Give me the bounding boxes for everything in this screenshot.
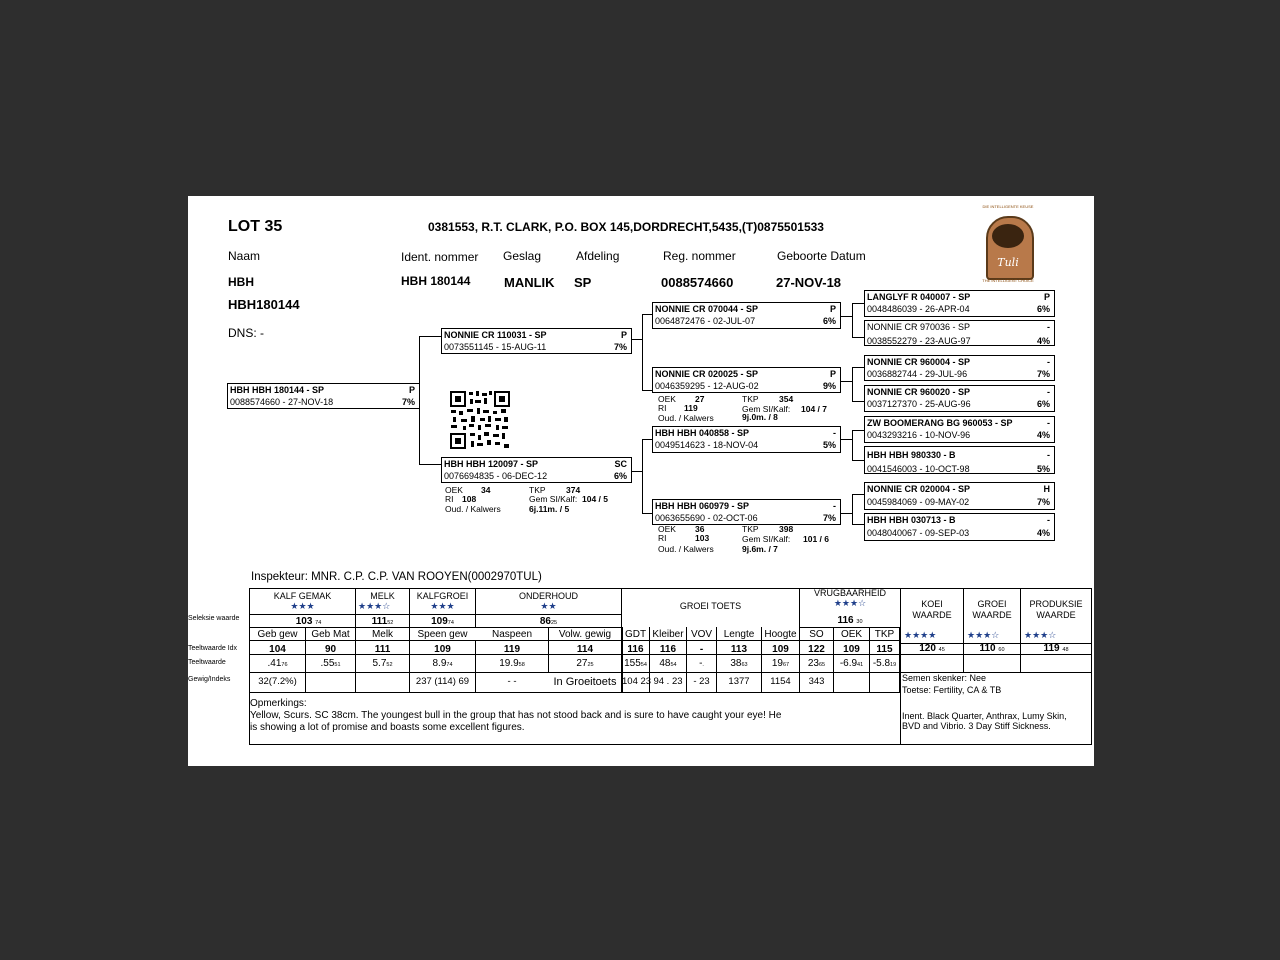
animal-reg: 0088574660	[661, 275, 734, 290]
group-kalfgroei: KALFGROEI ★★★	[416, 591, 469, 611]
row-label-idx: Teeltwaarde Idx	[188, 645, 238, 652]
koei-waarde-value: 120 45	[919, 643, 945, 654]
dd-tkp: 398	[779, 524, 794, 534]
pedigree-ggp-6: HBH HBH 980330 - B - 0041546003 - 10-OCT-98 5%	[864, 446, 1055, 474]
dd-gem-label: Gem SI/Kalf:	[742, 534, 791, 544]
pedigree-sire-dam: NONNIE CR 020025 - SP P 0046359295 - 12-AUG-02 9%	[652, 367, 841, 393]
group-onderhoud: ONDERHOUD ★★	[518, 591, 578, 611]
remarks-line-2: is showing a lot of promise and boasts some excellent figures.	[250, 722, 525, 733]
sd-gem-label: Gem SI/Kalf:	[742, 404, 791, 414]
trait-index: 116	[659, 644, 677, 655]
trait-breeding-value: -.	[699, 658, 704, 669]
dd-oud: 9j.6m. / 7	[742, 544, 778, 554]
trait-weight: 343	[808, 676, 825, 687]
dam-gem: 104 / 5	[582, 494, 608, 504]
trait-weight: In Groeitoets	[553, 676, 617, 688]
trait-breeding-value: 8.974	[432, 658, 453, 669]
trait-index: 109	[843, 644, 860, 655]
dd-oud-label: Oud. / Kalwers	[658, 544, 714, 554]
inspector: Inspekteur: MNR. C.P. C.P. VAN ROOYEN(0002970TUL)	[251, 571, 542, 583]
produksie-waarde-stars: ★★★☆	[1024, 630, 1057, 640]
trait-weight: 32(7.2%)	[258, 676, 297, 687]
animal-geslag: MANLIK	[504, 275, 555, 290]
trait-index: 114	[576, 644, 594, 655]
group-produksie-waarde: PRODUKSIE WAARDE	[1029, 599, 1083, 620]
trait-weight: 237 (114) 69	[415, 676, 470, 687]
tests: Toetse: Fertility, CA & TB	[902, 685, 1002, 695]
dd-gem: 101 / 6	[803, 534, 829, 544]
sd-oud: 9j.0m. / 8	[742, 412, 778, 422]
trait-breeding-value: .4176	[267, 658, 288, 669]
header-geslag: Geslag	[503, 249, 542, 263]
dam-tkp: 374	[566, 485, 581, 495]
trait-header: OEK	[840, 629, 863, 640]
pedigree-ggp-1: LANGLYF R 040007 - SP P 0048486039 - 26-APR-04 6%	[864, 290, 1055, 317]
koei-waarde-stars: ★★★★	[904, 630, 937, 640]
dd-ri: 103	[695, 533, 710, 543]
selection-kalf-gemak: 103 74	[295, 616, 322, 627]
trait-weight: 1377	[728, 676, 750, 687]
lot-number: LOT 35	[228, 218, 283, 235]
trait-index: 115	[876, 644, 893, 655]
pedigree-sire: NONNIE CR 110031 - SP P 0073551145 - 15-AUG-11 7%	[441, 328, 632, 354]
group-koei-waarde: KOEI WAARDE	[912, 599, 952, 620]
dam-ri: 108	[462, 494, 477, 504]
selection-melk: 11152	[371, 616, 394, 627]
trait-index: 116	[627, 644, 644, 655]
trait-header: Geb gew	[257, 629, 298, 640]
trait-header: Volw. gewig	[558, 629, 612, 640]
trait-header: Geb Mat	[311, 629, 350, 640]
group-melk: MELK ★★★☆	[358, 591, 395, 611]
trait-header: GDT	[624, 629, 647, 640]
trait-header: Speen gew	[417, 629, 468, 640]
pedigree-ggp-2: NONNIE CR 970036 - SP - 0038552279 - 23-AUG-97 4%	[864, 320, 1055, 346]
animal-code: HBH180144	[228, 297, 300, 312]
trait-header: SO	[809, 629, 824, 640]
pedigree-ggp-3: NONNIE CR 960004 - SP - 0036882744 - 29-JUL-96 7%	[864, 355, 1055, 381]
sd-tkp-label: TKP	[742, 394, 759, 404]
pedigree-dam-dam: HBH HBH 060979 - SP - 0063655690 - 02-OCT-06 7%	[652, 499, 841, 525]
trait-breeding-value: 15554	[624, 658, 647, 669]
row-label-teelt: Teeltwaarde	[188, 659, 226, 666]
header-naam: Naam	[228, 249, 261, 263]
trait-breeding-value: -5.819	[872, 658, 897, 669]
group-kalf-gemak: KALF GEMAK ★★★	[273, 591, 332, 611]
sd-oud-label: Oud. / Kalwers	[658, 413, 714, 423]
vaccinations-line-2: BVD and Vibrio. 3 Day Stiff Sickness.	[902, 721, 1051, 731]
trait-breeding-value: 1967	[771, 658, 790, 669]
group-groei-toets: GROEI TOETS	[679, 601, 742, 611]
trait-weight: 104 23	[622, 676, 652, 687]
row-label-seleksie: Seleksie waarde	[188, 615, 240, 622]
dd-oek: 36	[695, 524, 705, 534]
dam-oud-label: Oud. / Kalwers	[445, 504, 501, 514]
animal-ident: HBH 180144	[401, 274, 471, 288]
dam-tkp-label: TKP	[529, 485, 546, 495]
header-ident: Ident. nommer	[401, 250, 479, 264]
trait-index: 109	[434, 644, 451, 655]
header-geboorte: Geboorte Datum	[777, 249, 866, 263]
trait-breeding-value: 3863	[730, 658, 748, 669]
pedigree-sire-sire: NONNIE CR 070044 - SP P 0064872476 - 02-JUL-07 6%	[652, 302, 841, 329]
groei-waarde-stars: ★★★☆	[967, 630, 1000, 640]
dns-status: DNS: -	[228, 326, 264, 340]
trait-header: Naspeen	[491, 629, 533, 640]
produksie-waarde-value: 119 48	[1043, 643, 1069, 654]
selection-onderhoud: 8625	[539, 616, 558, 627]
trait-breeding-value: 4854	[659, 658, 677, 669]
trait-weight: 94 . 23	[653, 676, 683, 687]
dam-oud: 6j.11m. / 5	[529, 504, 570, 514]
animal-naam: HBH	[228, 275, 254, 289]
trait-index: 122	[808, 644, 825, 655]
sd-oek-label: OEK	[658, 394, 676, 404]
trait-breeding-value: -6.941	[839, 658, 864, 669]
trait-index: -	[699, 644, 704, 655]
trait-weight: 1154	[770, 676, 791, 687]
trait-header: Melk	[371, 629, 394, 640]
pedigree-ggp-5: ZW BOOMERANG BG 960053 - SP - 0043293216 - 10-NOV-96 4%	[864, 416, 1055, 443]
group-groei-waarde: GROEI WAARDE	[972, 599, 1012, 620]
semen-donor: Semen skenker: Nee	[902, 673, 987, 683]
trait-weight: - -	[507, 676, 517, 687]
trait-index: 109	[772, 644, 789, 655]
pedigree-dam: HBH HBH 120097 - SP SC 0076694835 - 06-DEC-12 6%	[441, 457, 632, 483]
trait-index: 111	[374, 644, 391, 655]
animal-geboorte: 27-NOV-18	[776, 275, 842, 290]
selection-vrugbaarheid: 116 30	[837, 615, 863, 626]
row-label-gewig: Gewig/Indeks	[188, 676, 231, 683]
sd-oek: 27	[695, 394, 705, 404]
lot-sheet	[188, 196, 1094, 766]
sd-ri-label: RI	[658, 403, 667, 413]
remarks-label: Opmerkings:	[250, 698, 307, 709]
groei-waarde-value: 110 60	[979, 643, 1005, 654]
trait-breeding-value: 5.752	[372, 658, 393, 669]
dam-ri-label: RI	[445, 494, 454, 504]
vaccinations-line-1: Inent. Black Quarter, Anthrax, Lumy Skin,	[902, 711, 1067, 721]
trait-weight: - 23	[693, 676, 710, 687]
group-vrugbaarheid: VRUGBAARHEID ★★★☆	[813, 588, 886, 608]
trait-index: 113	[730, 644, 748, 655]
owner-info: 0381553, R.T. CLARK, P.O. BOX 145,DORDRECHT,5435,(T)0875501533	[428, 220, 824, 234]
trait-header: Kleiber	[652, 629, 684, 640]
trait-header: VOV	[690, 629, 713, 640]
trait-breeding-value: 2725	[576, 658, 594, 669]
pedigree-self: HBH HBH 180144 - SP P 0088574660 - 27-NOV-18 7%	[227, 383, 420, 409]
trait-index: 119	[503, 644, 521, 655]
pedigree-ggp-8: HBH HBH 030713 - B - 0048040067 - 09-SEP-03 4%	[864, 513, 1055, 541]
remarks-line-1: Yellow, Scurs. SC 38cm. The youngest bull in the group that has not stood back and is sure to have caught your eye! He	[250, 710, 782, 721]
sd-tkp: 354	[779, 394, 794, 404]
dd-ri-label: RI	[658, 533, 667, 543]
dam-oek-label: OEK	[445, 485, 463, 495]
trait-header: TKP	[874, 629, 895, 640]
selection-kalfgroei: 10974	[431, 616, 454, 627]
dam-gem-label: Gem SI/Kalf:	[529, 494, 578, 504]
trait-breeding-value: 2365	[807, 658, 826, 669]
trait-header: Lengte	[723, 629, 755, 640]
trait-breeding-value: .5551	[320, 658, 341, 669]
sd-gem: 104 / 7	[801, 404, 827, 414]
pedigree-dam-sire: HBH HBH 040858 - SP - 0049514623 - 18-NOV-04 5%	[652, 426, 841, 453]
trait-index: 90	[324, 644, 337, 655]
tuli-logo: DIE INTELLIGENTE KEUSE Tuli THE INTELLIGENT CHOICE	[982, 204, 1034, 283]
trait-index: 104	[269, 644, 286, 655]
dd-tkp-label: TKP	[742, 524, 759, 534]
pedigree-ggp-7: NONNIE CR 020004 - SP H 0045984069 - 09-MAY-02 7%	[864, 482, 1055, 510]
dam-oek: 34	[481, 485, 491, 495]
trait-breeding-value: 19.958	[499, 658, 525, 669]
header-reg: Reg. nommer	[663, 249, 736, 263]
sd-ri: 119	[684, 403, 698, 413]
dd-oek-label: OEK	[658, 524, 676, 534]
pedigree-ggp-4: NONNIE CR 960020 - SP - 0037127370 - 25-AUG-96 6%	[864, 385, 1055, 412]
trait-header: Hoogte	[764, 629, 797, 640]
header-afdeling: Afdeling	[576, 249, 620, 263]
animal-afdeling: SP	[574, 275, 592, 290]
